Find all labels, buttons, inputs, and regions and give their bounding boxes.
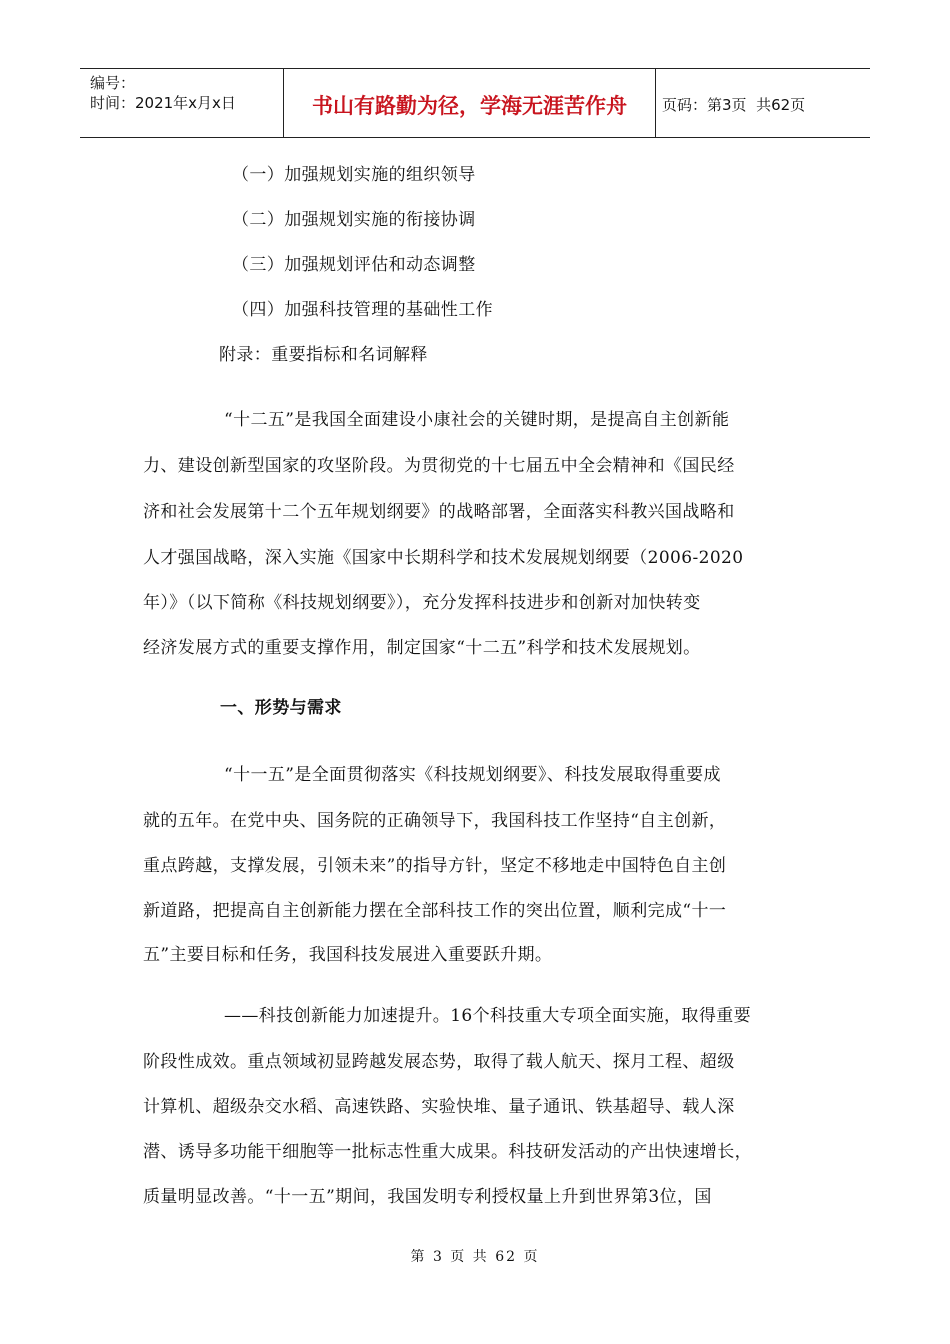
header-page-info: 页码：第3页 共62页 (662, 95, 806, 114)
paragraph-line: “十一五”是全面贯彻落实《科技规划纲要》、科技发展取得重要成 (224, 765, 721, 785)
document-time-label: 时间：2021年x月x日 (90, 94, 236, 112)
paragraph-line: 计算机、超级杂交水稻、高速铁路、实验快堆、量子通讯、铁基超导、载人深 (143, 1097, 735, 1117)
document-number-label: 编号： (90, 74, 136, 92)
header-page-info-cell (656, 69, 870, 137)
paragraph-line: 五”主要目标和任务，我国科技发展进入重要跃升期。 (143, 945, 553, 965)
intro-line: 人才强国战略，深入实施《国家中长期科学和技术发展规划纲要（2006-2020 (143, 548, 744, 568)
header-meta-cell (80, 69, 284, 137)
toc-appendix: 附录：重要指标和名词解释 (219, 345, 428, 365)
header-motto: 书山有路勤为径，学海无涯苦作舟 (284, 69, 656, 137)
intro-line: 济和社会发展第十二个五年规划纲要》的战略部署，全面落实科教兴国战略和 (143, 502, 735, 522)
intro-line: 经济发展方式的重要支撑作用，制定国家“十二五”科学和技术发展规划。 (143, 638, 701, 658)
page-header (80, 68, 870, 138)
toc-item: （一）加强规划实施的组织领导 (232, 165, 476, 185)
paragraph-line: 潜、诱导多功能干细胞等一批标志性重大成果。科技研发活动的产出快速增长， (143, 1142, 752, 1162)
intro-line: 年）》（以下简称《科技规划纲要》），充分发挥科技进步和创新对加快转变 (143, 593, 701, 613)
paragraph-line: 质量明显改善。“十一五”期间，我国发明专利授权量上升到世界第3位，国 (143, 1187, 712, 1207)
toc-item: （二）加强规划实施的衔接协调 (232, 210, 476, 230)
intro-line: “十二五”是我国全面建设小康社会的关键时期，是提高自主创新能 (224, 410, 730, 430)
paragraph-line: 新道路，把提高自主创新能力摆在全部科技工作的突出位置，顺利完成“十一 (143, 901, 727, 921)
section-heading: 一、形势与需求 (220, 698, 342, 718)
toc-item: （四）加强科技管理的基础性工作 (232, 300, 493, 320)
toc-item: （三）加强规划评估和动态调整 (232, 255, 476, 275)
paragraph-line: 重点跨越，支撑发展，引领未来”的指导方针，坚定不移地走中国特色自主创 (143, 856, 727, 876)
page-footer: 第 3 页 共 62 页 (410, 1249, 540, 1265)
paragraph-line: 阶段性成效。重点领域初显跨越发展态势，取得了载人航天、探月工程、超级 (143, 1052, 735, 1072)
paragraph-line: ——科技创新能力加速提升。16个科技重大专项全面实施，取得重要 (224, 1006, 752, 1026)
intro-line: 力、建设创新型国家的攻坚阶段。为贯彻党的十七届五中全会精神和《国民经 (143, 456, 735, 476)
paragraph-line: 就的五年。在党中央、国务院的正确领导下，我国科技工作坚持“自主创新， (143, 811, 727, 831)
